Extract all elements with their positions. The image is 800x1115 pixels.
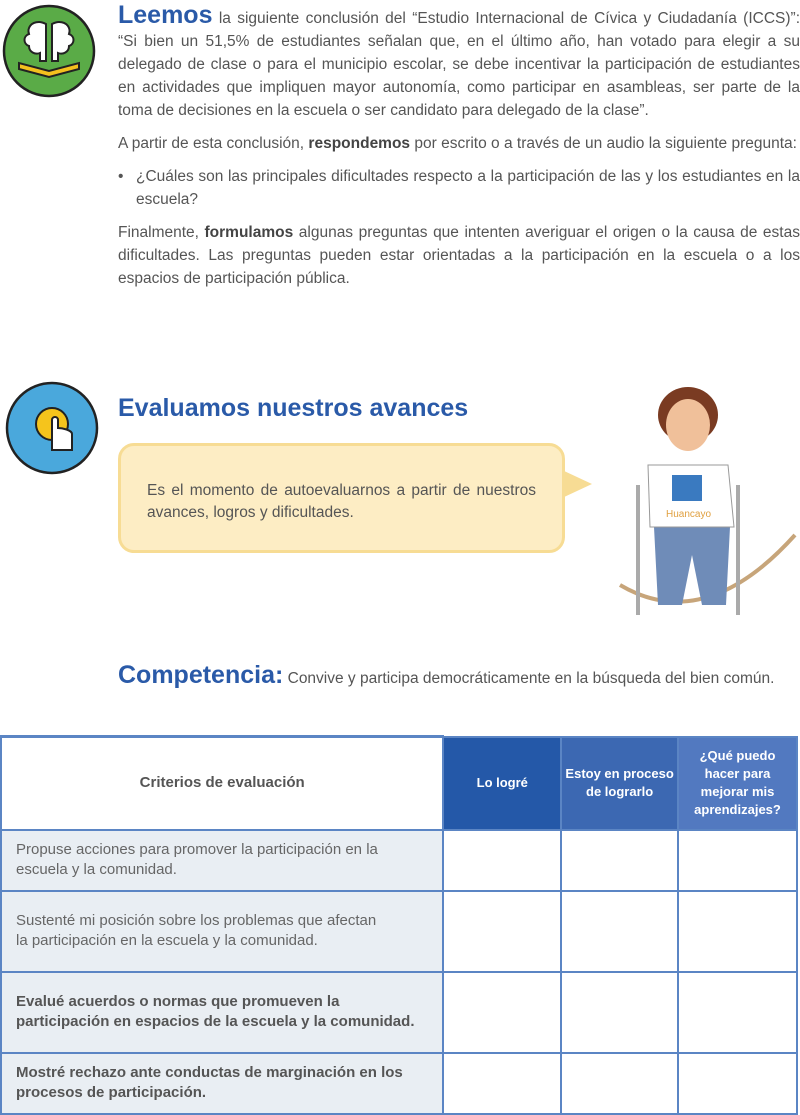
achieved-cell[interactable] [443,1053,561,1114]
final-bold: formulamos [204,224,294,241]
improve-cell[interactable] [678,891,797,972]
improve-cell[interactable] [678,830,797,891]
bullet-icon: • [118,168,124,185]
table-row [1,972,797,1053]
competence-label: Competencia: [118,661,284,689]
header-in-progress: Estoy en proceso de lograrlo [561,737,678,830]
reading-section [118,1,800,300]
criterion-cell: Mostré rechazo ante conductas de marginación en los procesos de participación. [1,1053,443,1114]
in-progress-cell[interactable] [561,891,678,972]
instruction-bold: respondemos [308,135,411,152]
table-row [1,830,797,891]
table-header-row [1,737,797,830]
evaluation-table [0,735,798,1115]
in-progress-cell[interactable] [561,830,678,891]
header-improve: ¿Qué puedo hacer para mejorar mis aprendizajes? [678,737,797,830]
final-text: algunas preguntas que intenten averiguar el origen o la causa de estas dificultades. Las preguntas pueden estar orientadas a la participación en la escuela o a los espacios de participación pública. [118,224,800,287]
brain-book-icon [2,4,97,99]
shirt-text: Huancayo [666,509,712,520]
header-achieved: Lo logré [443,737,561,830]
achieved-cell[interactable] [443,891,561,972]
table-row [1,891,797,972]
improve-cell[interactable] [678,1053,797,1114]
criterion-cell: Propuse acciones para promover la participación en la escuela y la comunidad. [1,830,443,891]
criterion-cell: Evalué acuerdos o normas que promueven la participación en espacios de la escuela y la comunidad. [1,972,443,1053]
final-text: Finalmente, [118,224,205,241]
reading-paragraph: la siguiente conclusión del “Estudio Internacional de Cívica y Ciudadanía (ICCS)”: “Si bien un 51,5% de estudiantes señalan que, en el último año, han votado para elegir a su delegado de clase o para el municipio escolar, se debe incentivar la participación de estudiantes en actividades que impliquen mayor autonomía, como participar en asambleas, ser parte de la toma de decisiones en la escuela o ser candidato para delegado de la clase”. [118,10,800,119]
bubble-tail [562,470,592,498]
speech-bubble: Es el momento de autoevaluarnos a partir de nuestros avances, logros y dificultades. [118,443,565,553]
reading-heading: Leemos [118,1,213,29]
in-progress-cell[interactable] [561,1053,678,1114]
header-criteria: Criterios de evaluación [1,737,443,830]
competence-text: Convive y participa democráticamente en la búsqueda del bien común. [283,670,775,687]
table-row [1,1053,797,1114]
instruction-text: A partir de esta conclusión, [118,135,309,152]
question-item: ¿Cuáles son las principales dificultades respecto a la participación de las y los estudiantes en la escuela? [136,168,800,208]
hand-touch-icon [4,380,100,476]
student-illustration [610,385,800,617]
improve-cell[interactable] [678,972,797,1053]
criterion-cell: Sustenté mi posición sobre los problemas que afectan la participación en la escuela y la comunidad. [1,891,443,972]
achieved-cell[interactable] [443,830,561,891]
achieved-cell[interactable] [443,972,561,1053]
in-progress-cell[interactable] [561,972,678,1053]
instruction-text: por escrito o a través de un audio la siguiente pregunta: [410,135,797,152]
evaluation-title: Evaluamos nuestros avances [118,394,469,422]
competence-line [118,661,793,690]
